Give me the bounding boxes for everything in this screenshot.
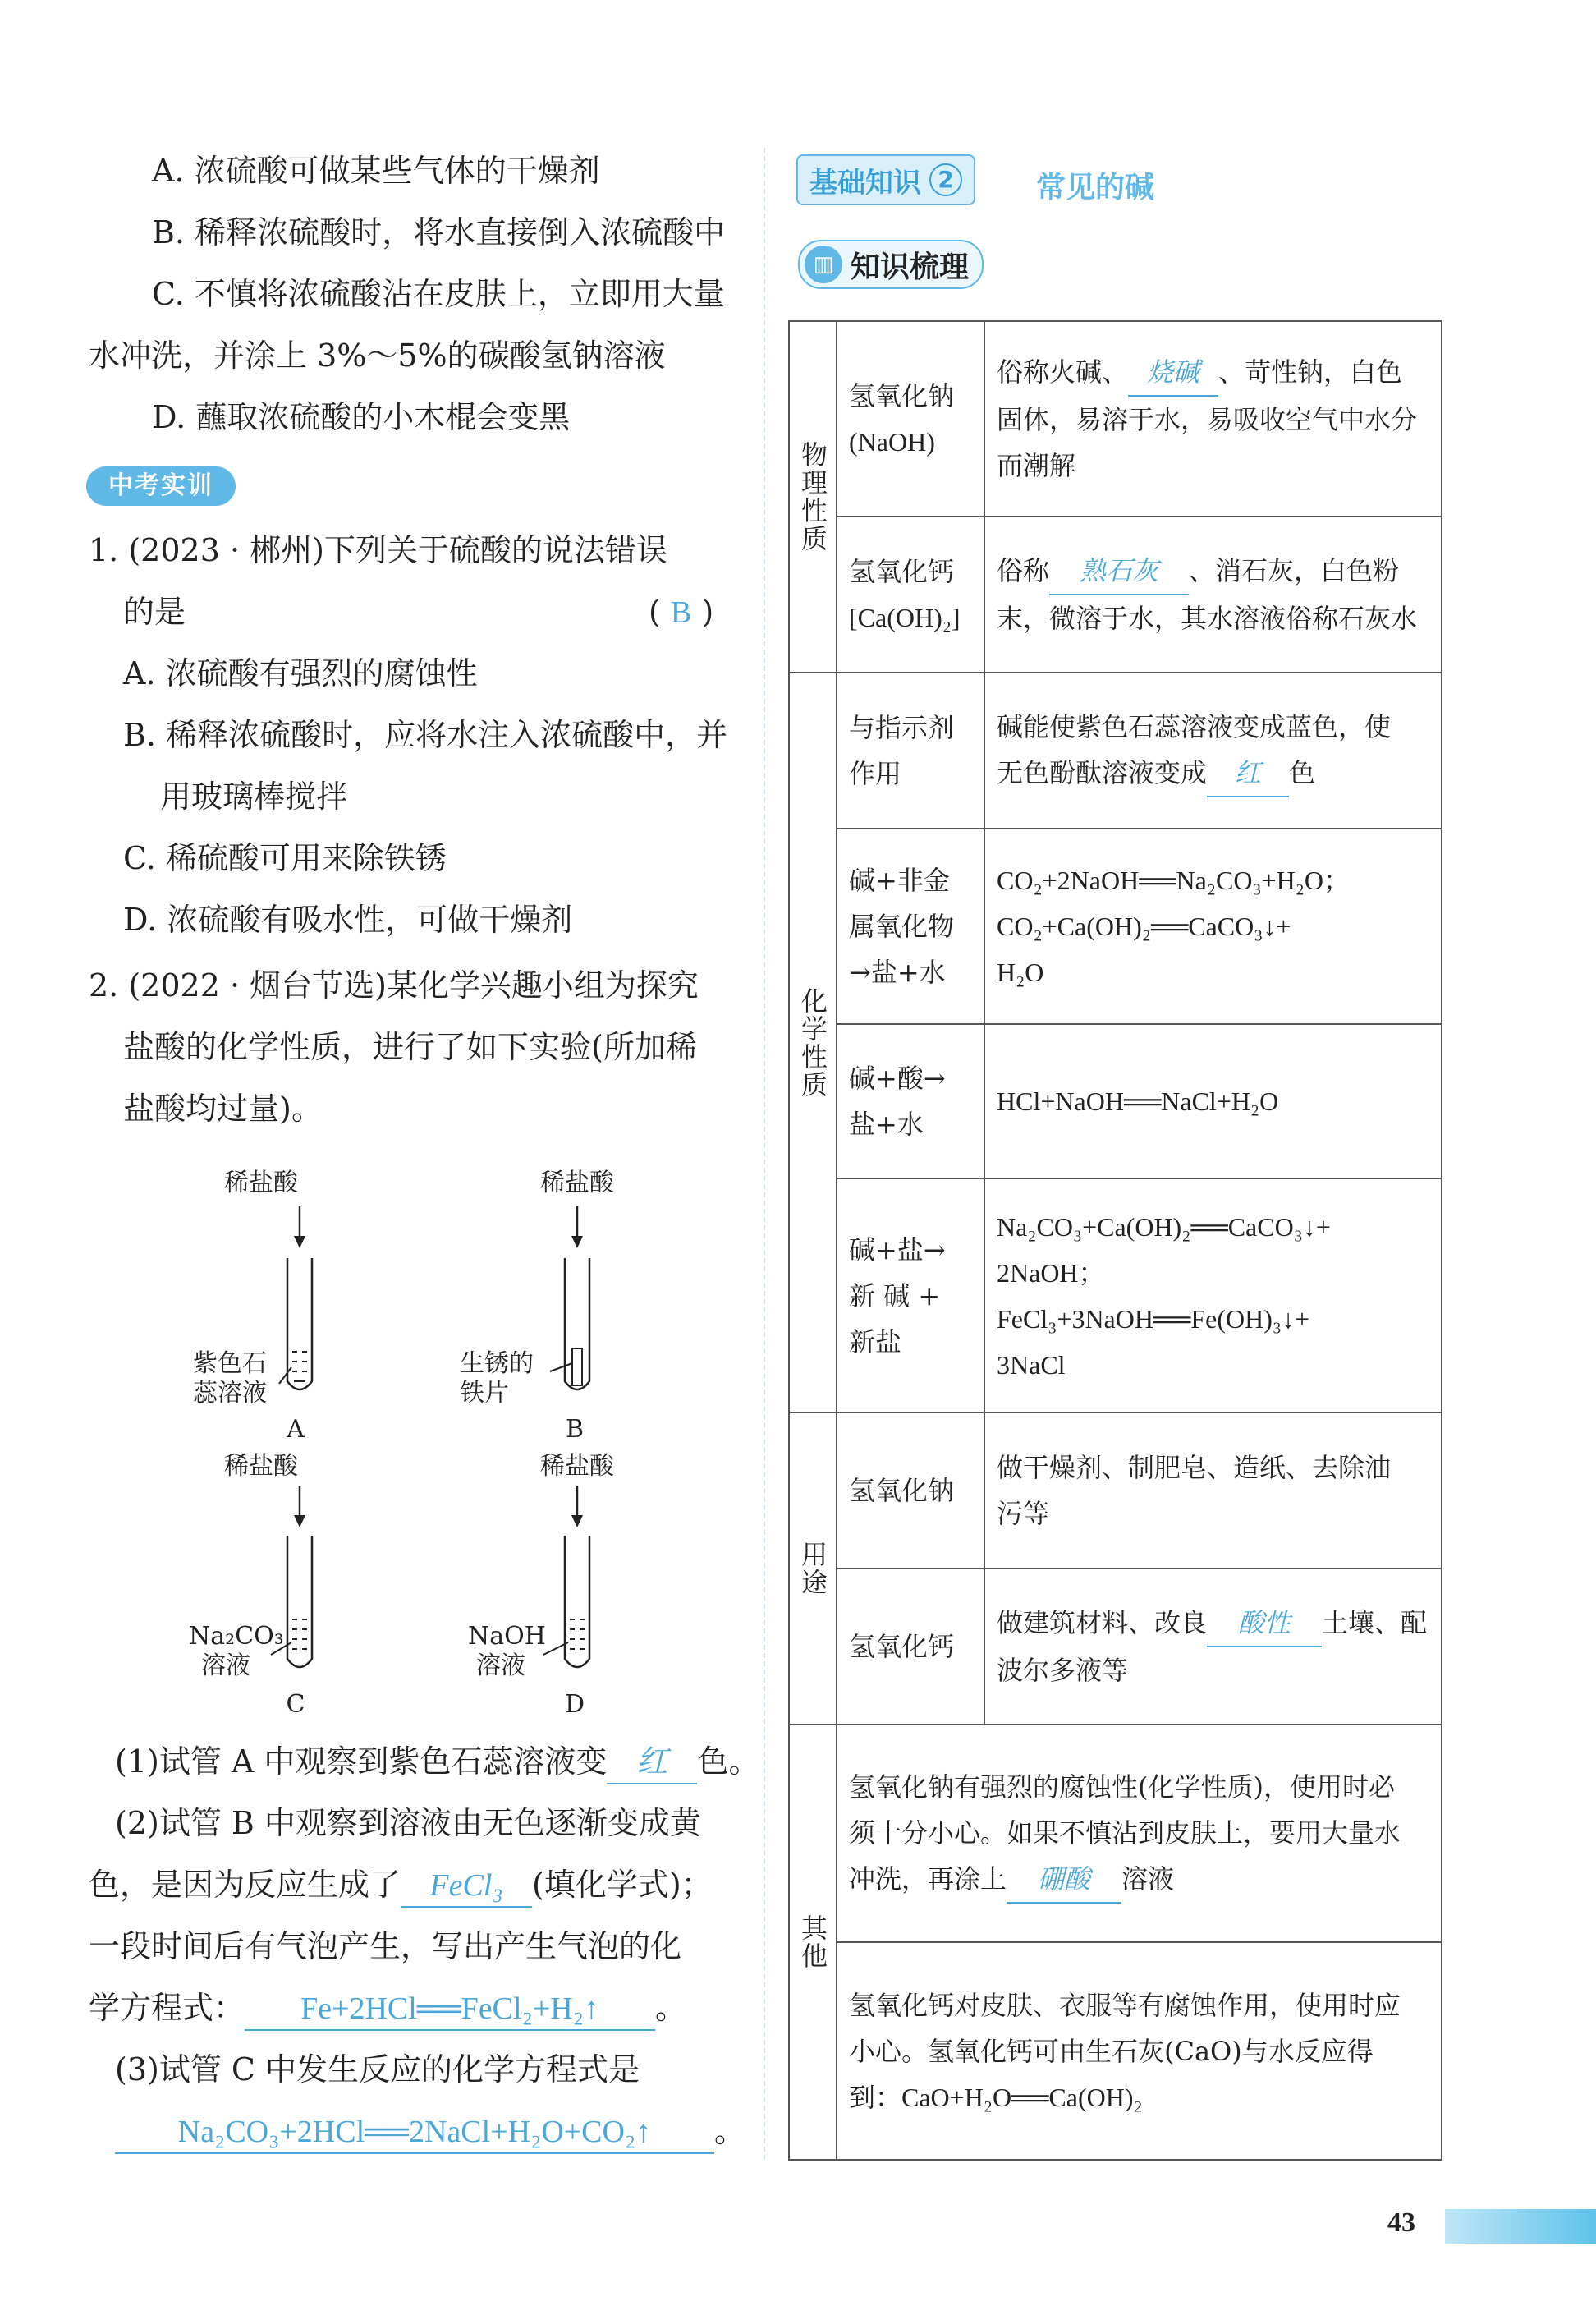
- tube-a-label-2: 蕊溶液: [193, 1379, 267, 1408]
- salt-eq-2: 2NaOH；: [997, 1257, 1105, 1288]
- option-d-prev: D. 蘸取浓硫酸的小木棍会变黑: [152, 399, 571, 435]
- tube-c-id: C: [286, 1690, 305, 1719]
- acid-eq-cell: HCl+NaOH══NaCl+H₂O: [984, 1024, 1442, 1178]
- indicator-2-post: 色: [1289, 757, 1316, 788]
- indicator-name-2: 作用: [849, 758, 902, 789]
- caoh-phys-1-post: 、消石灰，白色粉: [1189, 555, 1400, 586]
- q2-part2-post: (填化学式)；: [532, 1867, 713, 1903]
- salt-eq-cell: [984, 1178, 1442, 1412]
- use-caoh-name: 氢氧化钙: [837, 1569, 984, 1725]
- option-c-prev-cont: 水冲洗，并涂上 3%～5%的碳酸氢钠溶液: [89, 338, 666, 374]
- use-caoh-cell: [984, 1569, 1442, 1725]
- section-header-tag: [796, 154, 975, 205]
- other-caoh-cell: [837, 1942, 1442, 2160]
- use-caoh-1: [997, 1600, 1429, 1647]
- q2-part2-pre: 色，是因为反应生成了: [89, 1867, 401, 1903]
- use-naoh-cell: [984, 1412, 1442, 1569]
- acid-name-2: 盐+水: [849, 1109, 924, 1140]
- tube-c-arrowhead: [294, 1515, 305, 1527]
- nonmetal-name-cell: [837, 829, 984, 1024]
- tube-b-label-2: 铁片: [460, 1379, 509, 1408]
- q2-part3-l1: (3)试管 C 中发生反应的化学方程式是: [115, 2051, 640, 2088]
- tube-d-arrowhead: [571, 1515, 583, 1527]
- naoh-phys-1-pre: 俗称火碱、: [997, 356, 1129, 388]
- use-caoh-2: 波尔多液等: [997, 1655, 1129, 1686]
- salt-eq-4: 3NaCl: [997, 1349, 1066, 1380]
- salt-eq-3: FeCl₃+3NaOH══Fe(OH)₃↓+: [997, 1303, 1310, 1334]
- salt-name-3: 新盐: [849, 1325, 902, 1357]
- sub-header: [798, 240, 984, 289]
- experiment-figure: [164, 1158, 673, 1725]
- other-1-l3: [849, 1856, 1429, 1904]
- caoh-phys-answer: 熟石灰: [1049, 548, 1189, 595]
- q1-option-a: A. 浓硫酸有强烈的腐蚀性: [123, 655, 478, 691]
- q2-part2-answer: FeCl₃: [401, 1865, 532, 1908]
- tube-a-id: A: [287, 1415, 305, 1444]
- column-divider: [764, 148, 765, 2160]
- other-1-l2: 须十分小心。如果不慎沾到皮肤上，要用大量水: [849, 1817, 1401, 1849]
- acid-name-1: 碱+酸→: [849, 1063, 946, 1094]
- cat-other: 其他: [789, 1725, 837, 2160]
- tube-c-label-2: 溶液: [201, 1651, 250, 1680]
- q2-part3-l2: [115, 2111, 745, 2154]
- tube-d-reagent: 稀盐酸: [540, 1452, 614, 1481]
- page-number-bar: [1445, 2209, 1596, 2244]
- q2-part2-l1: (2)试管 B 中观察到溶液由无色逐渐变成黄: [115, 1805, 701, 1841]
- q1-stem: 1. (2023 · 郴州)下列关于硫酸的说法错误: [89, 532, 667, 568]
- use-caoh-1-pre: 做建筑材料、改良: [997, 1607, 1208, 1638]
- naoh-phys-2: 固体，易溶于水，易吸收空气中水分: [997, 404, 1418, 435]
- q1-stem-2: 的是: [123, 594, 186, 630]
- indicator-name-cell: [837, 673, 984, 829]
- tube-c-label-1: Na₂CO₃: [189, 1622, 284, 1651]
- tube-c-reagent: 稀盐酸: [224, 1452, 298, 1481]
- page-number: 43: [1387, 2207, 1415, 2238]
- use-caoh-1-post: 土壤、配: [1322, 1607, 1428, 1638]
- caoh-phys-1: [997, 548, 1429, 595]
- q2-part3-equation: Na₂CO₃+2HCl══2NaCl+H₂O+CO₂↑: [115, 2111, 714, 2154]
- q2-part2-l4-post: 。: [655, 1990, 687, 2026]
- salt-name-2: 新 碱 +: [849, 1279, 941, 1311]
- q2-part1-pre: (1)试管 A 中观察到紫色石蕊溶液变: [115, 1743, 608, 1780]
- option-c-prev: C. 不慎将浓硫酸沾在皮肤上，立即用大量: [152, 276, 725, 312]
- q1-answer-value: B: [670, 595, 692, 630]
- use-naoh-2: 污等: [997, 1498, 1050, 1529]
- use-naoh-1: 做干燥剂、制肥皂、造纸、去除油: [997, 1452, 1392, 1483]
- tube-a-label-1: 紫色石: [193, 1349, 267, 1378]
- naoh-name-1: 氢氧化钠: [849, 380, 955, 411]
- q1-option-b-cont: 用玻璃棒搅拌: [160, 779, 348, 815]
- q2-part1: [115, 1741, 759, 1784]
- q2-part2-l3: 一段时间后有气泡产生，写出产生气泡的化: [89, 1928, 682, 1964]
- use-naoh-name: 氢氧化钠: [837, 1412, 984, 1569]
- tube-d-id: D: [564, 1690, 585, 1719]
- q2-stem-1: 2. (2022 · 烟台节选)某化学兴趣小组为探究: [89, 967, 699, 1004]
- other-1-l1: 氢氧化钠有强烈的腐蚀性(化学性质)，使用时必: [849, 1771, 1395, 1803]
- tube-b-iron: [572, 1348, 582, 1385]
- acid-name-cell: [837, 1024, 984, 1178]
- use-caoh-answer: 酸性: [1207, 1600, 1322, 1647]
- option-a-prev: A. 浓硫酸可做某些气体的干燥剂: [152, 153, 600, 189]
- cat-physical: 物理性质: [789, 321, 837, 673]
- other-1-l3-pre: 冲洗，再涂上: [849, 1863, 1007, 1895]
- section-title: 常见的碱: [1036, 171, 1155, 204]
- naoh-name-2: (NaOH): [849, 427, 935, 457]
- q2-part2-l2: [89, 1864, 713, 1908]
- nonmetal-eq-cell: [984, 829, 1442, 1024]
- other-2-l2: 小心。氢氧化钙可由生石灰(CaO)与水反应得: [849, 2035, 1374, 2067]
- cat-use: 用途: [789, 1412, 837, 1725]
- salt-name-1: 碱+盐→: [849, 1233, 946, 1265]
- tube-a-reagent: 稀盐酸: [224, 1169, 298, 1197]
- indicator-cell: [984, 673, 1442, 829]
- caoh-phys-2: 末，微溶于水，其水溶液俗称石灰水: [997, 603, 1418, 634]
- q2-stem-3: 盐酸均过量)。: [123, 1091, 323, 1127]
- q2-part2-l4-pre: 学方程式：: [89, 1990, 245, 2026]
- q2-part3-post: 。: [714, 2113, 746, 2149]
- salt-name-cell: [837, 1178, 984, 1412]
- naoh-phys-3: 而潮解: [997, 450, 1076, 481]
- q1-option-c: C. 稀硫酸可用来除铁锈: [123, 840, 447, 876]
- indicator-name-1: 与指示剂: [849, 712, 955, 743]
- indicator-answer: 红: [1207, 750, 1289, 797]
- tube-b-id: B: [565, 1415, 585, 1444]
- tube-d: [565, 1536, 589, 1667]
- tube-a: [287, 1258, 312, 1389]
- indicator-2-pre: 无色酚酞溶液变成: [997, 757, 1208, 788]
- other-2-l1: 氢氧化钙对皮肤、衣服等有腐蚀作用，使用时应: [849, 1989, 1401, 2021]
- q1-option-d: D. 浓硫酸有吸水性，可做干燥剂: [123, 902, 573, 938]
- tube-b-reagent: 稀盐酸: [540, 1169, 614, 1197]
- q2-part1-post: 色。: [697, 1743, 760, 1780]
- nonmetal-eq-2: CO₂+Ca(OH)₂══CaCO₃↓+: [997, 912, 1291, 941]
- caoh-name-2: [Ca(OH)₂]: [849, 603, 961, 632]
- q2-part1-answer: 红: [607, 1742, 697, 1784]
- q2-part2-equation: Fe+2HCl══FeCl₂+H₂↑: [245, 1988, 655, 2031]
- q2-stem-2: 盐酸的化学性质，进行了如下实验(所加稀: [123, 1029, 697, 1065]
- naoh-phys-1-post: 、苛性钠，白色: [1218, 356, 1403, 388]
- section-header-label: 基础知识: [809, 166, 921, 200]
- nonmetal-eq-3: H₂O: [997, 958, 1044, 987]
- tube-b-arrowhead: [571, 1236, 583, 1248]
- section-badge: 中考实训: [86, 466, 236, 506]
- caoh-physical-cell: [984, 517, 1442, 673]
- nonmetal-name-1: 碱+非金: [849, 865, 950, 896]
- naoh-name-cell: [837, 321, 984, 517]
- naoh-physical-cell: [984, 321, 1442, 517]
- caoh-name-cell: [837, 517, 984, 673]
- knowledge-table: [788, 320, 1442, 2161]
- indicator-2: [997, 750, 1429, 797]
- option-b-prev: B. 稀释浓硫酸时，将水直接倒入浓硫酸中: [152, 214, 726, 250]
- other-1-answer: 硼酸: [1007, 1856, 1121, 1904]
- tube-c: [287, 1536, 312, 1667]
- naoh-phys-answer: 烧碱: [1128, 349, 1218, 397]
- tube-d-label-1: NaOH: [468, 1622, 546, 1651]
- sub-header-label: 知识梳理: [851, 250, 970, 284]
- section-header-number: 2: [929, 163, 962, 196]
- nonmetal-eq-1: CO₂+2NaOH══Na₂CO₃+H₂O；: [997, 866, 1351, 895]
- caoh-name-1: 氢氧化钙: [849, 556, 955, 587]
- indicator-1: 碱能使紫色石蕊溶液变成蓝色，使: [997, 711, 1392, 742]
- salt-eq-1: Na₂CO₃+Ca(OH)₂══CaCO₃↓+: [997, 1211, 1331, 1242]
- cat-chemical: 化学性质: [789, 673, 837, 1412]
- caoh-phys-1-pre: 俗称: [997, 555, 1050, 586]
- q1-option-b: B. 稀释浓硫酸时，应将水注入浓硫酸中，并: [123, 717, 728, 753]
- tube-a-arrowhead: [294, 1236, 305, 1248]
- tube-d-label-2: 溶液: [476, 1651, 525, 1680]
- tube-b-label-1: 生锈的: [460, 1349, 534, 1378]
- nonmetal-name-3: →盐+水: [849, 957, 946, 988]
- nonmetal-name-2: 属氧化物: [849, 911, 955, 942]
- naoh-phys-1: [997, 349, 1429, 397]
- q2-part2-l4: [89, 1987, 686, 2031]
- other-1-l3-post: 溶液: [1121, 1863, 1175, 1895]
- other-2-l3: 到：CaO+H₂O══Ca(OH)₂: [849, 2082, 1143, 2112]
- book-icon: ▥: [805, 246, 842, 283]
- q1-answer: ( B ): [649, 594, 714, 630]
- other-naoh-cell: [837, 1725, 1442, 1942]
